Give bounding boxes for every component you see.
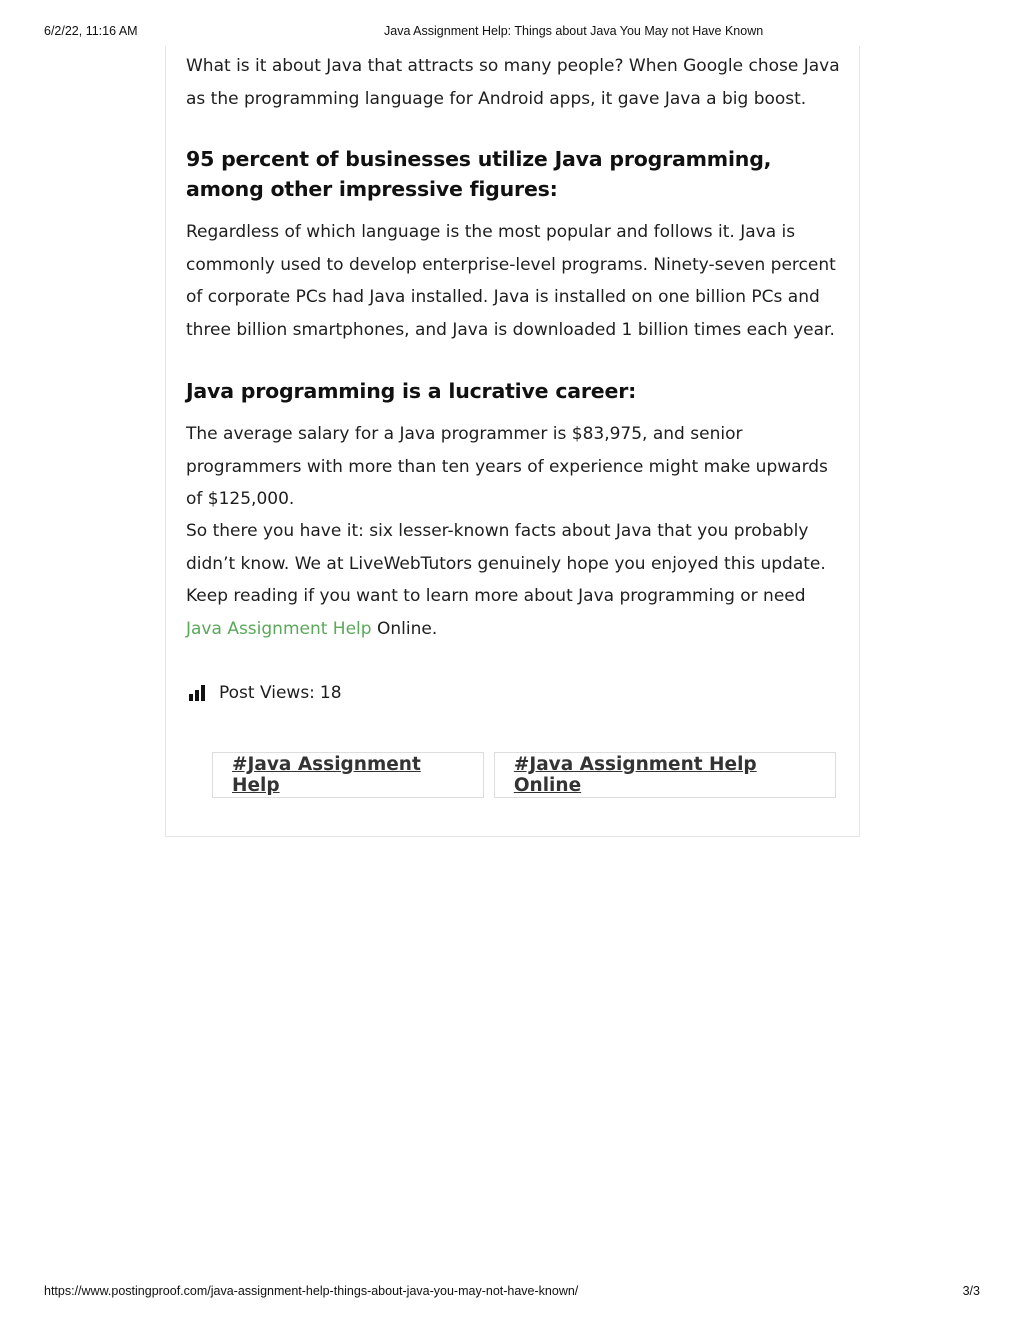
tag-list [212,752,846,798]
java-assignment-help-link[interactable]: Java Assignment Help [186,618,372,639]
print-page-title: Java Assignment Help: Things about Java You May not Have Known [384,24,764,38]
section-heading-businesses: 95 percent of businesses utilize Java programming, among other impressive figures: [186,147,772,201]
post-views-count: 18 [319,683,342,703]
closing-text: So there you have it: six lesser-known facts about Java that you probably didn’t know. We at LiveWebTutors genuinely hope you enjoyed this update. Keep reading if you want to learn more about Java programming or need [186,521,826,606]
article-card [165,46,860,837]
closing-text-end: Online. [371,618,438,639]
post-views [186,678,342,708]
bar-chart-icon [189,685,207,701]
intro-paragraph: What is it about Java that attracts so many people? When Google chose Java as the programming language for Android apps, it gave Java a big boost. [186,56,840,109]
post-views-label: Post Views: [219,683,315,703]
print-footer [0,1284,1024,1302]
print-url: https://www.postingproof.com/java-assignment-help-things-about-java-you-may-not-have-known/ [44,1284,579,1298]
section-heading-career: Java programming is a lucrative career: [186,379,637,403]
tag-java-assignment-help-online[interactable]: #Java Assignment Help Online [494,752,836,798]
businesses-paragraph: Regardless of which language is the most popular and follows it. Java is commonly used to develop enterprise-level programs. Ninety-seven percent of corporate PCs had Java installed. Java is installed on one billion PCs and three billion smartphones, and Java is downloaded 1 billion times each year. [186,222,836,340]
tag-java-assignment-help[interactable]: #Java Assignment Help [212,752,484,798]
print-page-number: 3/3 [962,1284,980,1298]
career-paragraph: The average salary for a Java programmer is $83,975, and senior programmers with more than ten years of experience might make upwards of $125,000. [186,424,828,509]
print-date: 6/2/22, 11:16 AM [44,24,138,38]
print-header [0,24,1024,42]
closing-paragraph [186,515,846,645]
